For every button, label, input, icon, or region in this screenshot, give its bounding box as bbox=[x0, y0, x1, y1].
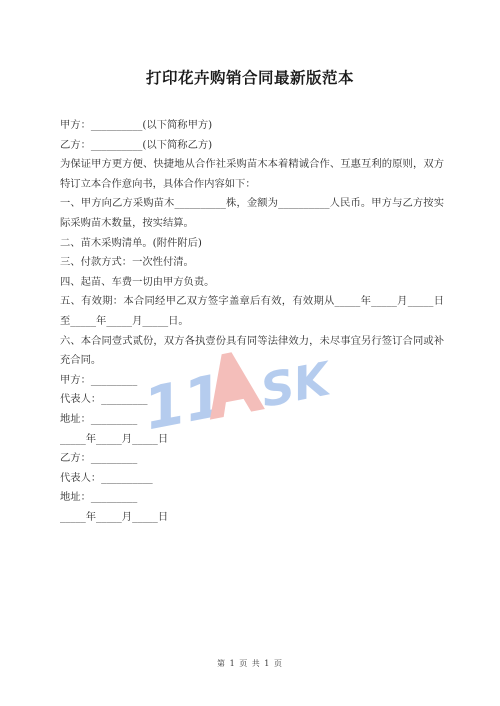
document-title: 打印花卉购销合同最新版范本 bbox=[145, 69, 354, 87]
preamble-paragraph: 为保证甲方更方便、快捷地从合作社采购苗木本着精诚合作、互惠互利的原则，双方特订立本合作意向书，具体合作内容如下： bbox=[60, 158, 444, 190]
sign-party-b: 乙方：_________ bbox=[60, 452, 138, 465]
sign-date-b: _____年_____月_____日 bbox=[60, 510, 169, 523]
svg-text:SK: SK bbox=[256, 351, 335, 418]
party-a-line: 甲方：__________(以下简称甲方) bbox=[60, 119, 213, 131]
sign-party-a: 甲方：_________ bbox=[60, 373, 138, 386]
page-footer: 第 1 页 共 1 页 bbox=[217, 659, 283, 668]
clause-6: 六、本合同壹式贰份，双方各执壹份具有同等法律效力，未尽事宜另行签订合同或补充合同。 bbox=[60, 334, 444, 367]
clause-2: 二、苗木采购清单。(附件附后) bbox=[60, 236, 202, 249]
clause-3: 三、付款方式：一次性付清。 bbox=[60, 256, 194, 269]
clause-1: 一、甲方向乙方采购苗木__________株，金额为__________人民币。甲方与乙方按实际采购苗木数量，按实结算。 bbox=[60, 197, 444, 229]
document-body bbox=[60, 116, 444, 527]
clause-4: 四、起苗、车费一切由甲方负责。 bbox=[60, 275, 215, 288]
clause-5: 五、有效期：本合同经甲乙双方签字盖章后有效，有效期从_____年_____月_____日至_____年_____月_____日。 bbox=[60, 295, 444, 327]
sign-representative-a: 代表人：_________ bbox=[60, 393, 148, 406]
svg-text:11: 11 bbox=[138, 361, 231, 444]
party-b-line: 乙方：__________(以下简称乙方) bbox=[60, 138, 213, 151]
sign-address-a: 地址：_________ bbox=[60, 412, 138, 425]
sign-date-a: _____年_____月_____日 bbox=[60, 432, 169, 445]
sign-representative-b: 代表人：__________ bbox=[60, 471, 153, 484]
sign-address-b: 地址：_________ bbox=[60, 491, 138, 504]
